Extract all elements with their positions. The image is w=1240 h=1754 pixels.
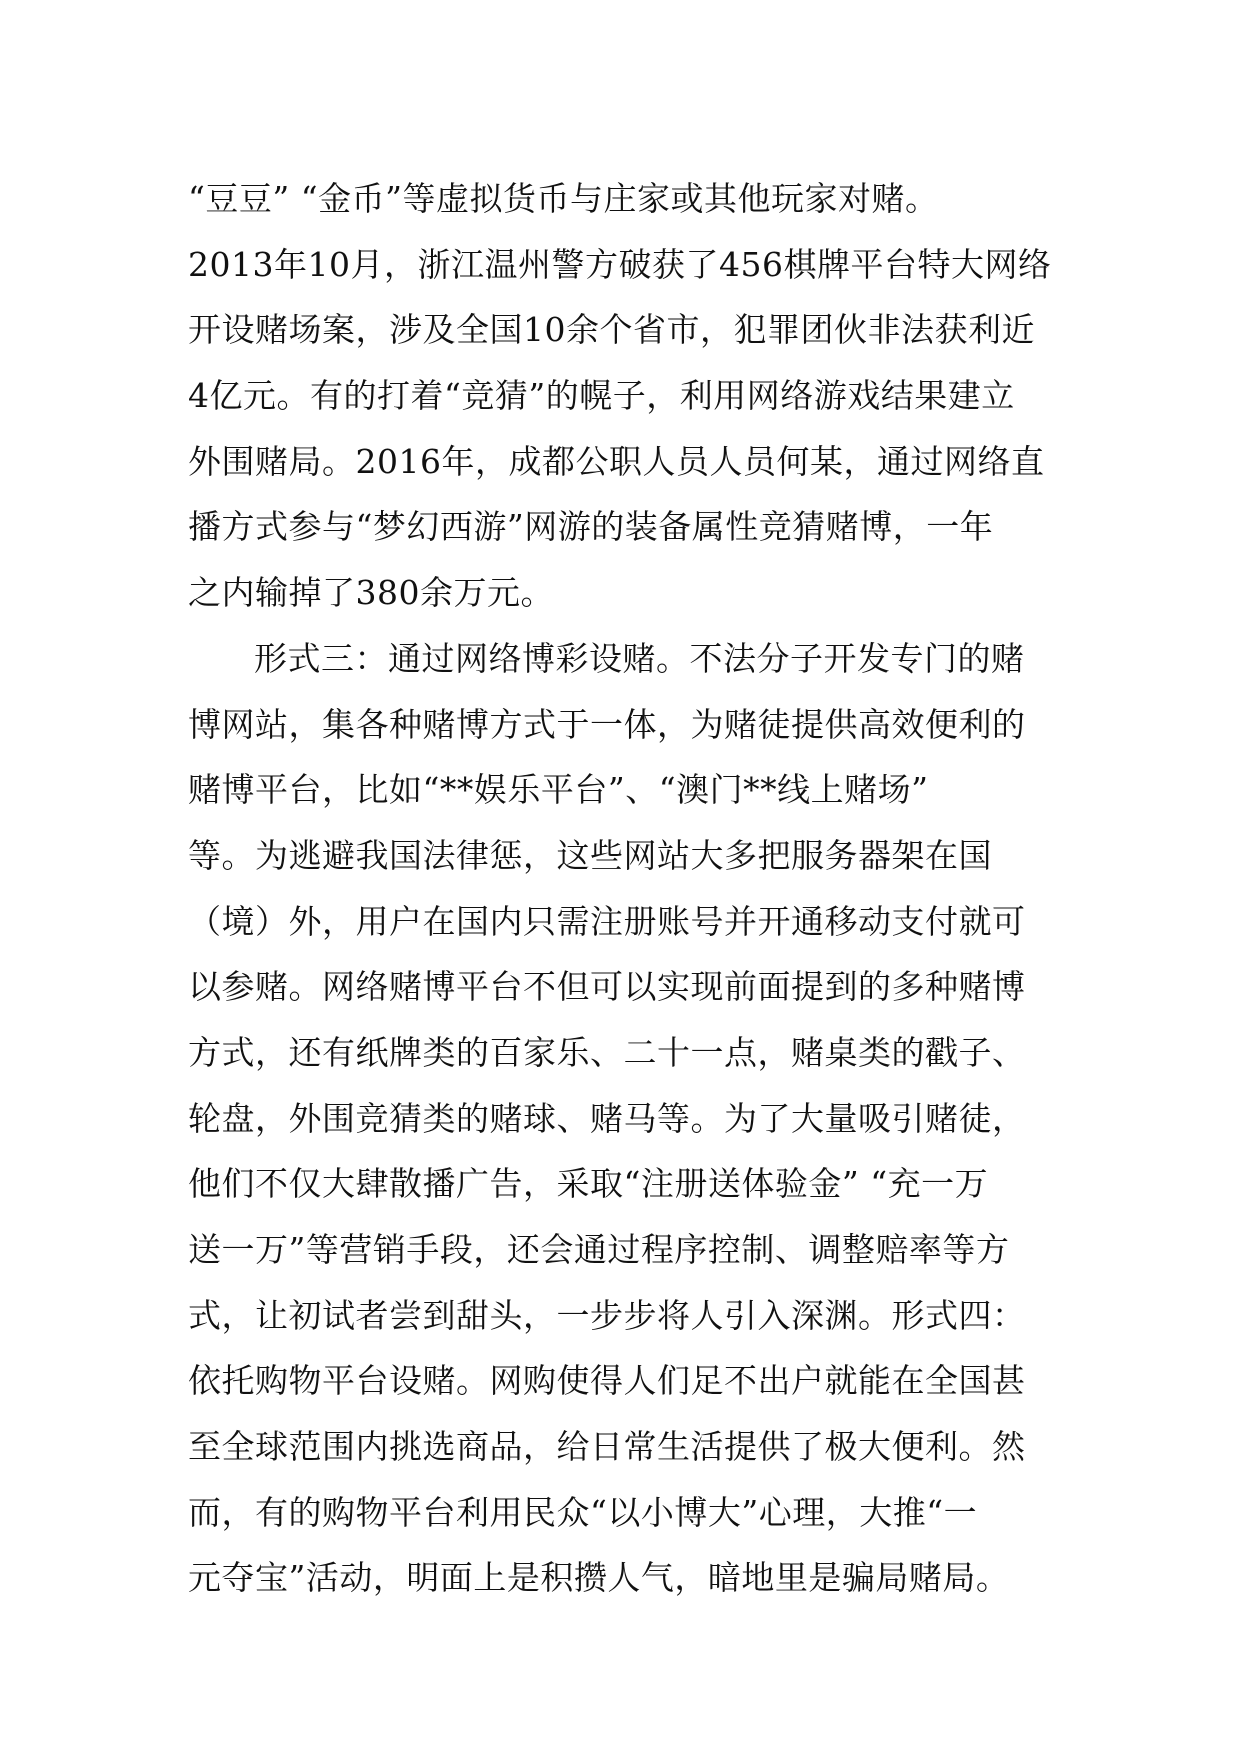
- text-line-22: 元夺宝”活动，明面上是积攒人气，暗地里是骗局赌局。: [188, 1558, 1010, 1598]
- text-line-3: 开设赌场案，涉及全国10余个省市，犯罪团伙非法获利近: [188, 310, 1035, 350]
- text-line-11: 等。为逃避我国法律惩，这些网站大多把服务器架在国: [188, 835, 992, 875]
- text-line-13: 以参赌。网络赌博平台不但可以实现前面提到的多种赌博: [188, 967, 1026, 1007]
- text-line-10: 赌博平台，比如“**娱乐平台”、“澳门**线上赌场”: [188, 770, 929, 810]
- text-line-2: 2013年10月，浙江温州警方破获了456棋牌平台特大网络: [188, 244, 1052, 284]
- text-line-12: （境）外，用户在国内只需注册账号并开通移动支付就可: [188, 901, 1026, 941]
- text-line-20: 至全球范围内挑选商品，给日常生活提供了极大便利。然: [188, 1427, 1026, 1467]
- text-line-1: “豆豆” “金币”等虚拟货币与庄家或其他玩家对赌。: [188, 179, 939, 218]
- text-line-21: 而，有的购物平台利用民众“以小博大”心理，大推“一: [188, 1492, 978, 1532]
- text-line-17: 送一万”等营销手段，还会通过程序控制、调整赔率等方: [188, 1230, 1010, 1269]
- text-line-6: 播方式参与“梦幻西游”网游的装备属性竞猜赌博，一年: [188, 507, 994, 547]
- text-line-18: 式，让初试者尝到甜头，一步步将人引入深渊。形式四：: [188, 1295, 1026, 1335]
- body-text: [188, 166, 1068, 1611]
- text-line-14: 方式，还有纸牌类的百家乐、二十一点，赌桌类的戳子、: [188, 1032, 1026, 1072]
- text-line-5: 外围赌局。2016年，成都公职人员人员何某，通过网络直: [188, 441, 1045, 481]
- text-line-7: 之内输掉了380余万元。: [188, 573, 554, 613]
- text-line-4: 4亿元。有的打着“竞猜”的幌子，利用网络游戏结果建立: [188, 376, 1015, 416]
- text-line-9: 博网站，集各种赌博方式于一体，为赌徒提供高效便利的: [188, 704, 1026, 744]
- paragraph-start-form-three: 形式三：通过网络博彩设赌。不法分子开发专门的赌: [254, 638, 1025, 678]
- text-line-19: 依托购物平台设赌。网购使得人们足不出户就能在全国甚: [188, 1361, 1026, 1401]
- text-line-16: 他们不仅大肆散播广告，采取“注册送体验金” “充一万: [188, 1164, 989, 1204]
- text-line-15: 轮盘，外围竞猜类的赌球、赌马等。为了大量吸引赌徒，: [188, 1098, 1026, 1138]
